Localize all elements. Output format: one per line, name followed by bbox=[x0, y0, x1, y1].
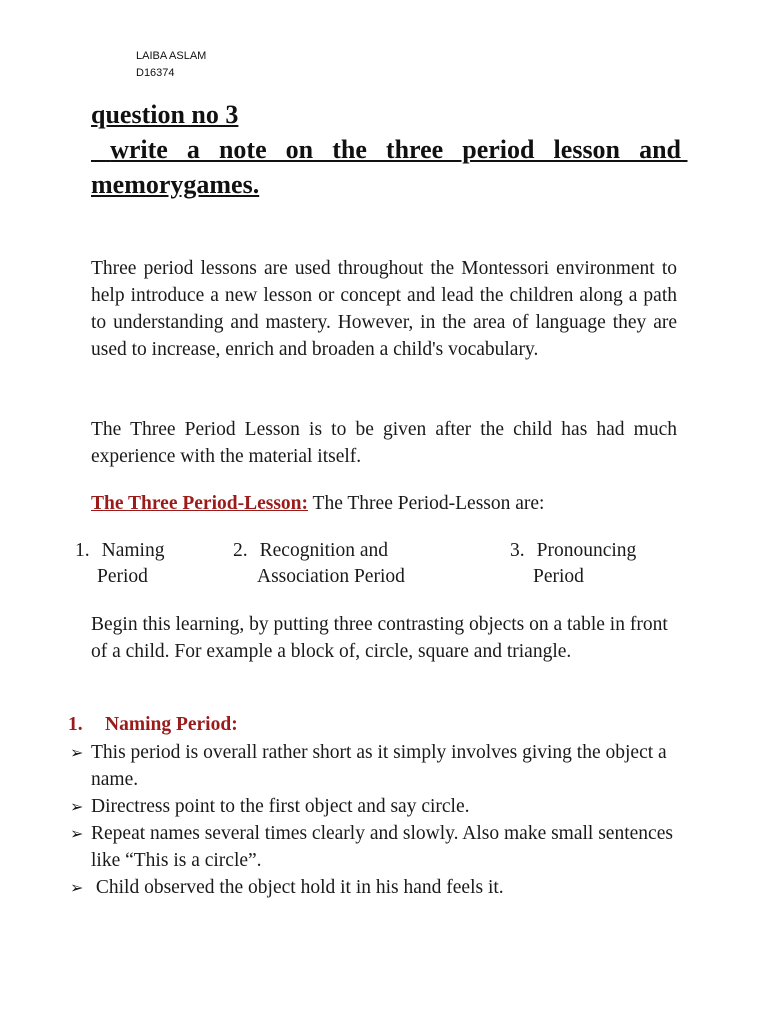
period-item bbox=[510, 538, 636, 590]
question-title: write a note on the three period lesson and memorygames. bbox=[91, 135, 688, 199]
arrow-bullet-icon: ➢ bbox=[70, 878, 84, 897]
arrow-bullet-icon: ➢ bbox=[70, 797, 84, 816]
bullet-text: Directress point to the first object and say circle. bbox=[91, 796, 470, 817]
section-title: Naming Period: bbox=[105, 714, 238, 735]
question-heading bbox=[91, 97, 688, 202]
period-name-cont: Period bbox=[97, 566, 148, 587]
bullet-text: Child observed the object hold it in his hand feels it. bbox=[91, 877, 504, 898]
bullet-item bbox=[70, 739, 690, 793]
period-name: Recognition and bbox=[259, 540, 388, 561]
lesson-paragraph bbox=[91, 490, 677, 517]
period-name-cont: Period bbox=[533, 566, 584, 587]
period-name: Pronouncing bbox=[536, 540, 637, 561]
naming-period-heading bbox=[68, 712, 238, 738]
period-name-cont: Association Period bbox=[257, 566, 405, 587]
period-list bbox=[0, 538, 768, 598]
author-block bbox=[136, 48, 206, 82]
period-number: 1. bbox=[75, 540, 90, 561]
author-name: LAIBA ASLAM bbox=[136, 50, 207, 62]
arrow-bullet-icon: ➢ bbox=[70, 743, 84, 762]
lesson-text: The Three Period-Lesson are: bbox=[308, 493, 545, 514]
arrow-bullet-icon: ➢ bbox=[70, 824, 84, 843]
question-number: question no 3 bbox=[91, 100, 239, 129]
period-name: Naming bbox=[101, 540, 165, 561]
student-id: D16374 bbox=[136, 67, 175, 79]
period-item bbox=[233, 538, 405, 590]
naming-period-bullets bbox=[70, 739, 690, 901]
period-item bbox=[75, 538, 164, 590]
lesson-label: The Three Period-Lesson: bbox=[91, 493, 309, 514]
period-number: 2. bbox=[233, 540, 248, 561]
bullet-item bbox=[70, 820, 690, 874]
bullet-text: Repeat names several times clearly and slowly. Also make small sentences like “This is a circle”. bbox=[91, 823, 673, 871]
bullet-item bbox=[70, 793, 690, 820]
bullet-text: This period is overall rather short as it simply involves giving the object a name. bbox=[91, 742, 667, 790]
begin-paragraph: Begin this learning, by putting three contrasting objects on a table in front of a child. For example a block of, circle, square and triangle. bbox=[91, 614, 668, 662]
bullet-item bbox=[70, 874, 690, 901]
intro-paragraph: Three period lessons are used throughout the Montessori environment to help introduce a new lesson or concept and lead the children along a path to understanding and mastery. However, in the area of language they are used to increase, enrich and broaden a child's vocabulary. bbox=[91, 258, 677, 360]
timing-paragraph: The Three Period Lesson is to be given after the child has had much experience with the material itself. bbox=[91, 419, 677, 467]
period-number: 3. bbox=[510, 540, 525, 561]
section-number: 1. bbox=[68, 714, 83, 735]
